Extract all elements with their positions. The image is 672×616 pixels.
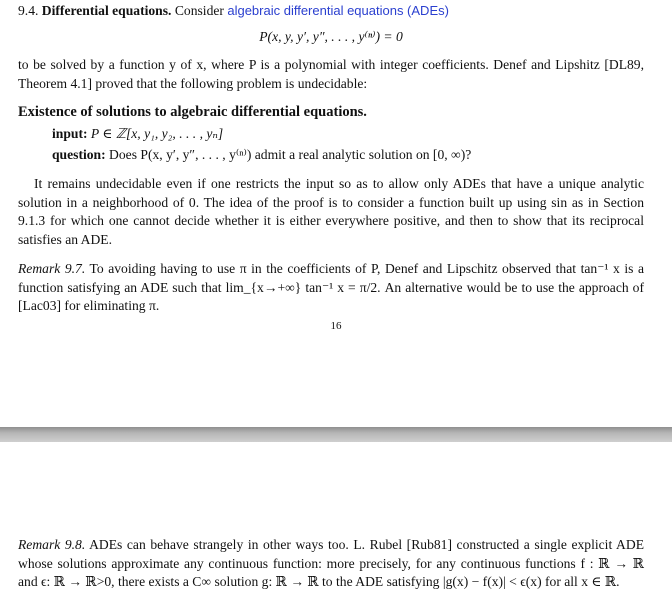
section-heading: [18, 2, 644, 21]
remark-text: ADEs can behave strangely in other ways too. L. Rubel [Rub81] constructed a single explicit ADE whose solutions approximate any continuous function: more precisely, for any continuous functions f : ℝ → ℝ and ϵ: ℝ → ℝ>0, there exists a C∞ solution g: ℝ → ℝ to the ADE satisfying |g(x) − f(x)| < ϵ(x) for all x ∈ ℝ.: [18, 537, 644, 589]
remark-text: To avoiding having to use π in the coefficients of P, Denef and Lipschitz observed that tan⁻¹ x is a function satisfying an ADE such that lim_{x→+∞} tan⁻¹ x = π/2. An alternative would be to use the approach of [Lac03] for eliminating π.: [18, 261, 644, 313]
paragraph-1: to be solved by a function y of x, where P is a polynomial with integer coefficients. Denef and Lipshitz [DL89, Theorem 4.1] proved that the following problem is undecidable:: [18, 57, 644, 91]
ade-link[interactable]: algebraic differential equations (ADEs): [227, 3, 449, 18]
input-label: input:: [52, 126, 88, 141]
page-bottom: [0, 442, 672, 616]
question-text: Does P(x, y′, y″, . . . , y⁽ⁿ⁾) admit a real analytic solution on [0, ∞)?: [109, 147, 472, 162]
problem-input: [52, 125, 644, 144]
remark-label: Remark 9.7.: [18, 261, 86, 276]
section-intro: Consider: [174, 3, 224, 18]
section-number: 9.4.: [18, 3, 39, 18]
remark-9-8: [18, 536, 644, 592]
input-text: P ∈ ℤ[x, y₁, y₂, . . . , yₙ]: [90, 126, 224, 141]
page-separator: [0, 427, 672, 442]
problem-title: Existence of solutions to algebraic differential equations.: [18, 104, 367, 120]
equation: P(x, y, y′, y″, . . . , y⁽ⁿ⁾) = 0: [259, 29, 403, 44]
problem-question: [52, 146, 644, 165]
paragraph-2: It remains undecidable even if one restricts the input so as to allow only ADEs that have a unique analytic solution in a neighborhood of 0. The idea of the proof is to consider a function built up using sin as in Section 9.1.3 for which one cannot decide whether it is either everywhere positive, and then to show that its reciprocal satisfies an ADE.: [18, 176, 644, 247]
question-label: question:: [52, 147, 106, 162]
remark-9-7: [18, 260, 644, 316]
remark-label: Remark 9.8.: [18, 537, 86, 552]
page-number: 16: [330, 320, 342, 332]
section-title: Differential equations.: [41, 3, 172, 18]
